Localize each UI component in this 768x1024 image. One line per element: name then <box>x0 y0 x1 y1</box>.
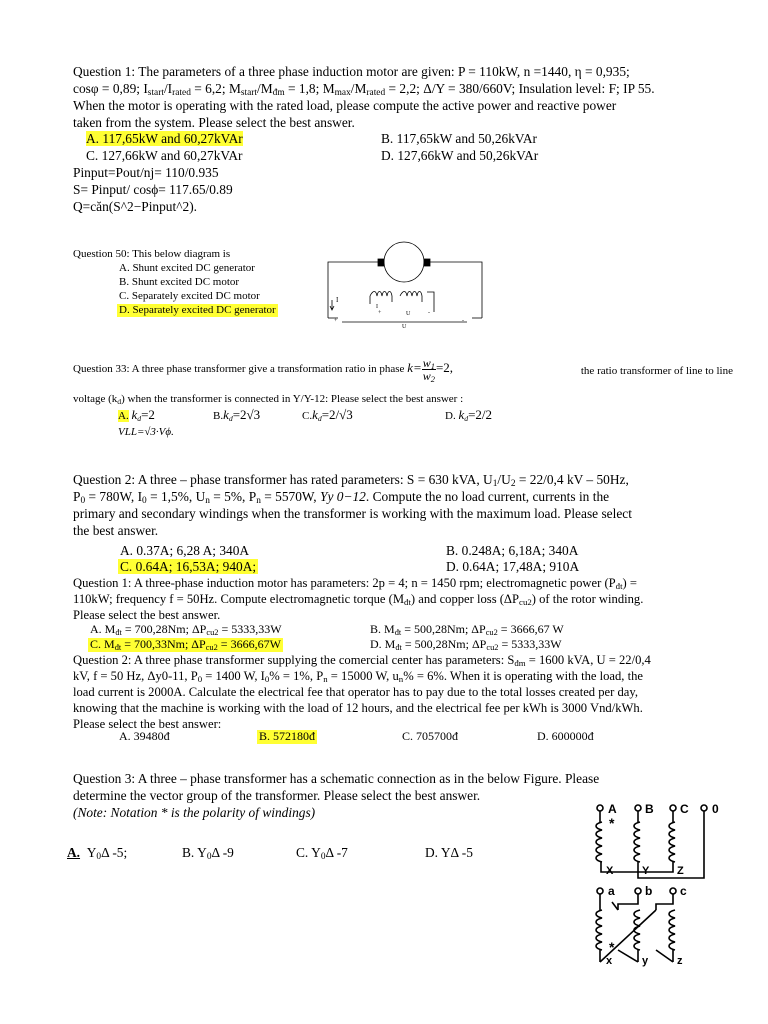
q1b-line-3: Please select the best answer. <box>73 608 221 622</box>
q3-option-c: C. $Y_0\Delta$ -7 <box>296 845 348 862</box>
q1b-option-a: A. $M_{đt} = 700,28Nm$; $\Delta P_{cu2} = 5333,33W$ <box>90 622 282 637</box>
q2b-line-2: kV, f = 50 Hz, Δy0-11, $P_0 = 1400$ W, $I_0\% = 1\%$, $P_n = 15000$ W, $u_n\% = 6\%$. When it is operating with the load, the <box>73 669 643 684</box>
q1-line-2: cosφ = 0,89; $I_{start}/I_{rated} = 6,2$; $M_{start}/M_{đm} = 1,8$; $M_{max}/M_{rated} = 2,2$; Δ/Y = 380/660V; Insulation level: F; IP 55. <box>73 81 655 98</box>
q50-option-c: C. Separately excited DC motor <box>119 290 260 302</box>
q33-fraction: $\frac{w_1}{w_2}$ <box>422 356 435 384</box>
q33-option-b: $B.k_d=2√3$ <box>213 407 261 423</box>
q1-line-3: When the motor is operating with the rated load, please compute the active power and reactive power <box>73 98 617 113</box>
q2-line-1: Question 2: A three – phase transformer has rated parameters: S = 630 kVA, $U_1/U_2 = 22/0,4$ kV – 50Hz, <box>73 472 629 489</box>
q1b-line-2: 110kW; frequency f = 50Hz. Compute electromagnetic torque $(M_{đt})$ and copper loss $(\Delta P_{cu2})$ of the rotor winding. <box>73 592 644 607</box>
q1b-paragraph <box>73 575 733 623</box>
q2-option-a: A. 0.37A; 6,28 A; 340A <box>120 543 250 558</box>
diagram-plus-field: + <box>378 310 382 316</box>
fig-label-Z: Z <box>677 865 684 877</box>
q1-option-b: B. 117,65kW and 50,26kVAr <box>381 131 537 146</box>
q2-paragraph <box>73 471 733 539</box>
fig-star-secondary: * <box>609 939 615 955</box>
fig-label-A: A <box>608 802 617 816</box>
q2b-option-b: B. 572180đ <box>259 729 316 743</box>
fig-label-a: a <box>608 884 615 898</box>
q1-paragraph <box>73 63 733 131</box>
diagram-label-excitation-voltage: U <box>406 311 411 317</box>
q2b-line-1: Question 2: A three phase transformer supplying the comercial center has parameters: $S_{đm} = 1600$ kVA, U = 22/0,4 <box>73 653 651 668</box>
q50-title: Question 50: This below diagram is <box>73 248 231 260</box>
fig-label-b: b <box>645 884 653 898</box>
diagram-label-current: I <box>336 296 339 304</box>
q33-option-c: $C.k_d=2/√3$ <box>302 407 353 423</box>
q33-option-d: D. $k_d=2/2$ <box>445 407 493 423</box>
dc-machine-diagram <box>322 242 492 330</box>
q33-line-1: Question 33: A three phase transformer give a transformation ratio in phase k= $\frac{w_1}{w_2}$ =2, the ratio transformer of line to line <box>73 356 733 384</box>
diagram-label-excitation-current: I <box>376 304 378 310</box>
q50-option-a: A. Shunt excited DC generator <box>119 262 255 274</box>
fig-label-c: c <box>680 884 687 898</box>
q1-note-3: Q=căn(S^2−Pinput^2). <box>73 199 198 214</box>
fig-label-C: C <box>680 802 689 816</box>
q3-line-1: Question 3: A three – phase transformer has a schematic connection as in the below Figure. Please <box>73 771 600 786</box>
fig-label-0: 0 <box>712 802 719 816</box>
fig-label-x: x <box>606 955 613 967</box>
q2-option-d: D. 0.64A; 17,48A; 910A <box>446 559 580 574</box>
fig-label-z: z <box>677 955 683 967</box>
q1-note-2: S= Pinput/ cosϕ= 117.65/0.89 <box>73 182 233 197</box>
q2-line-3: primary and secondary windings when the transformer is working with the maximum load. Please select <box>73 506 632 521</box>
q2-option-c: C. 0.64A; 16,53A; 940A; <box>120 559 257 574</box>
q2b-option-c: C. 705700đ <box>402 729 459 743</box>
transformer-connection-figure <box>592 800 737 970</box>
q2-line-4: the best answer. <box>73 523 159 538</box>
fig-label-y: y <box>642 955 649 967</box>
q2b-line-5: Please select the best answer: <box>73 717 222 731</box>
q50-option-d: D. Separately excited DC generator <box>119 304 276 316</box>
fig-label-X: X <box>606 865 614 877</box>
q33-line-2: voltage $(k_d)$ when the transformer is connected in Y/Y-12: Please select the best answer : <box>73 393 464 406</box>
q2b-line-4: knowing that the machine is working with the load of 12 hours, and the electrical fee per kWh is 3000 Vnd/kWh. <box>73 701 643 715</box>
fig-star-primary: * <box>609 815 615 831</box>
q33-option-a: A. $k_d=2$ <box>118 407 155 423</box>
q2b-option-a: A. 39480đ <box>119 729 170 743</box>
q50-option-b: B. Shunt excited DC motor <box>119 276 240 288</box>
q33-vll-note: VLL=√3·Vϕ. <box>118 426 174 438</box>
diagram-plus-left: + <box>334 318 338 324</box>
q2b-option-d: D. 600000đ <box>537 729 594 743</box>
diagram-minus-right: - <box>462 318 464 324</box>
armature-circle <box>384 242 424 282</box>
fig-label-Y: Y <box>642 865 650 877</box>
fig-label-B: B <box>645 802 654 816</box>
q3-line-2: determine the vector group of the transformer. Please select the best answer. <box>73 788 481 803</box>
q1b-option-d: D. $M_{đt} = 500,28Nm$; $\Delta P_{cu2} = 5333,33W$ <box>370 637 562 652</box>
q1-line-1: Question 1: The parameters of a three phase induction motor are given: P = 110kW, n =1440, η = 0,935; <box>73 64 630 79</box>
q1-option-d: D. 127,66kW and 50,26kVAr <box>381 148 539 163</box>
q3-note: (Note: Notation * is the polarity of windings) <box>73 805 316 820</box>
q3-option-a: A. $Y_0\Delta$ -5; <box>67 845 128 862</box>
q2b-paragraph <box>73 652 733 732</box>
q2b-line-3: load current is 2000A. Calculate the electrical fee that operator has to pay due to the total losses created per day, <box>73 685 638 699</box>
q1b-option-b: B. $M_{đt} = 500,28Nm$; $\Delta P_{cu2} = 3666,67$ W <box>370 622 564 637</box>
q1b-option-c: C. $M_{đt} = 700,33Nm$; $\Delta P_{cu2} = 3666,67W$ <box>90 637 281 652</box>
q1-option-a: A. 117,65kW and 60,27kVAr <box>86 131 243 146</box>
q2-option-b: B. 0.248A; 6,18A; 340A <box>446 543 579 558</box>
q1-line-4: taken from the system. Please select the best answer. <box>73 115 355 130</box>
q2-line-2: $P_0 = 780W$, $I_0 = 1,5\%$, $U_n = 5\%$, $P_n = 5570W$, Yy 0−12. Compute the no load current, currents in the <box>73 489 610 506</box>
q1b-line-1: Question 1: A three-phase induction motor has parameters: 2p = 4; n = 1450 rpm; electromagnetic power $(P_{đt})$ = <box>73 576 637 591</box>
diagram-label-voltage: U <box>402 324 407 330</box>
q3-option-b: B. $Y_0\Delta$ -9 <box>182 845 234 862</box>
q3-option-d: D. YΔ -5 <box>425 845 473 860</box>
diagram-minus-field: - <box>428 310 430 316</box>
q1-note-1: Pinput=Pout/nj= 110/0.935 <box>73 165 219 180</box>
q1-option-c: C. 127,66kW and 60,27kVAr <box>86 148 243 163</box>
